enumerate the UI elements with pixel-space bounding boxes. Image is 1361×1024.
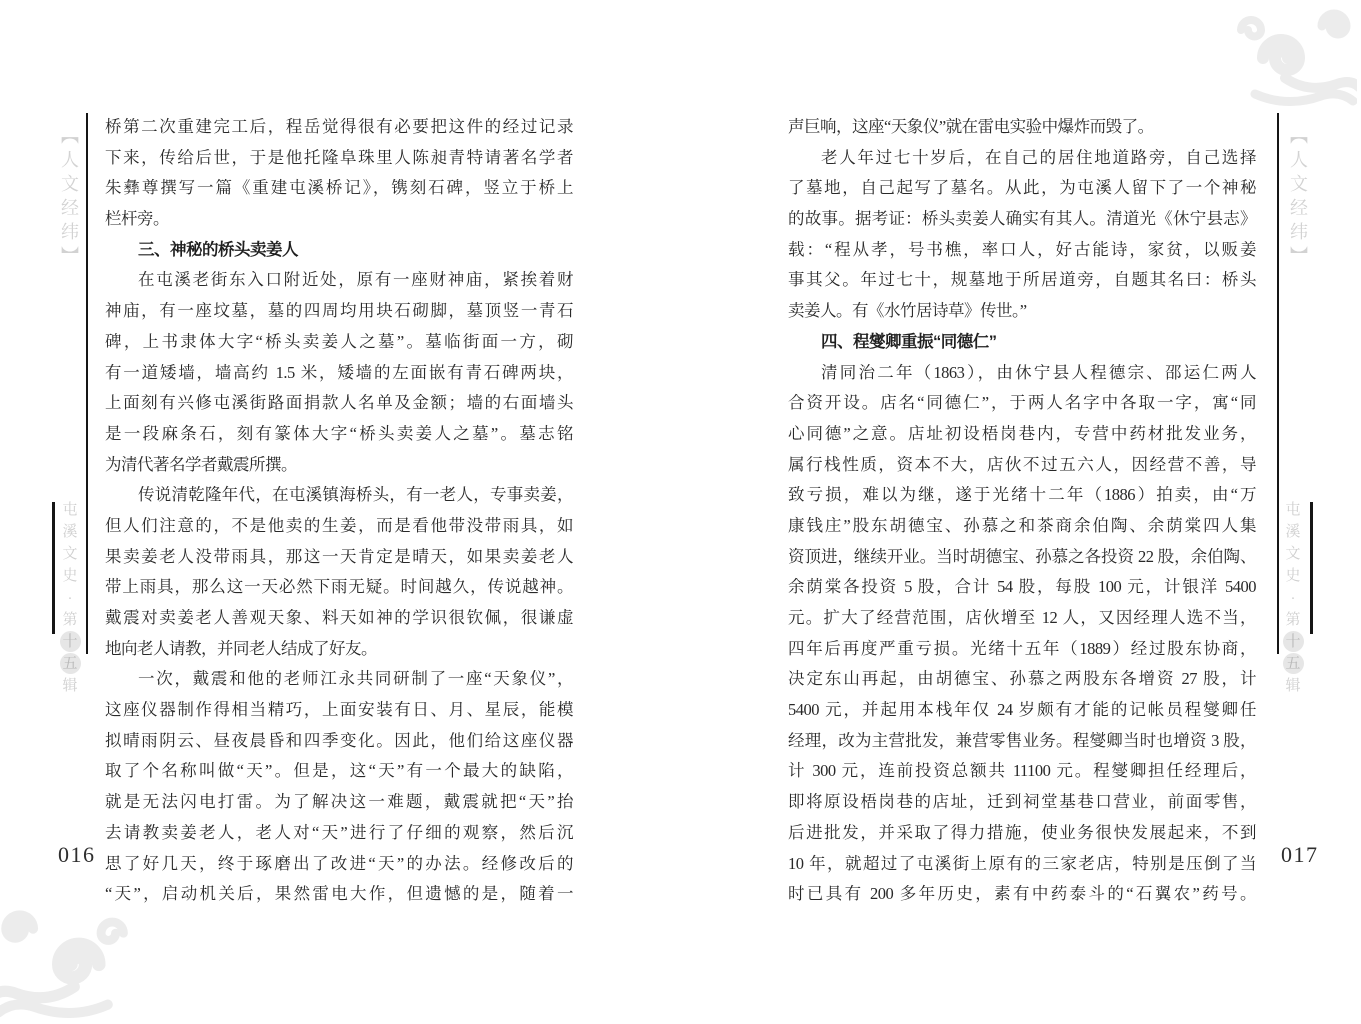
text-line: 载：“程从孝，号书樵，率口人，好古能诗，家贫，以贩姜 — [788, 239, 1256, 259]
left-page-text — [105, 112, 573, 910]
text-line: 元。扩大了经营范围，店伙增至 12 人，又因经理人选不当， — [788, 608, 1256, 627]
text-line: 这座仪器制作得相当精巧，上面安装有日、月、星辰，能模 — [105, 700, 573, 720]
series-char: 溪 — [62, 523, 78, 540]
left-series-label — [58, 499, 82, 696]
series-char: 文 — [62, 545, 78, 562]
text-line: 心同德”之意。店址初设梧岗巷内，专营中药材批发业务， — [788, 423, 1256, 443]
right-page-text — [788, 112, 1256, 910]
text-line: 致亏损，难以为继，遂于光绪十二年（1886）拍卖，由“万 — [788, 485, 1256, 505]
text-line: 碑，上书隶体大字“桥头卖姜人之墓”。墓临街面一方，砌 — [105, 331, 573, 351]
text-line: 决定东山再起，由胡德宝、孙慕之两股东各增资 27 股，计 — [788, 669, 1256, 689]
series-char: · — [67, 589, 73, 606]
text-line: 四年后再度严重亏损。光绪十五年（1889）经过股东协商， — [788, 638, 1256, 658]
text-line: 事其父。年过七十，规墓地于所居道旁，自题其名曰：桥头 — [788, 270, 1256, 290]
text-line: 时已具有 200 多年历史，素有中药泰斗的“石翼农”药号。 — [788, 884, 1256, 904]
text-line: 声巨响，这座“天象仪”就在雷电实验中爆炸而毁了。 — [788, 117, 1154, 136]
text-line: 在屯溪老街东入口附近处，原有一座财神庙，紧挨着财 — [138, 270, 573, 290]
right-margin-rule — [1277, 113, 1279, 654]
series-char: 辑 — [1285, 677, 1301, 694]
text-line: 有一道矮墙，墙高约 1.5 米，矮墙的左面嵌有青石碑两块， — [105, 362, 573, 382]
left-category-label: 【人文经纬】 — [59, 126, 79, 270]
left-series-rule — [52, 502, 55, 634]
text-line: 老人年过七十岁后，在自己的居住地道路旁，自己选择 — [821, 147, 1256, 167]
text-line: 就是无法闪电打雷。为了解决这一难题，戴震就把“天”抬 — [105, 792, 573, 812]
text-line: 了墓地，自己起写了墓名。从此，为屯溪人留下了一个神秘 — [788, 178, 1256, 198]
series-char: 溪 — [1285, 523, 1301, 540]
text-line: 10 年，就超过了屯溪街上原有的三家老店，特别是压倒了当 — [788, 853, 1256, 873]
section-heading: 三、神秘的桥头卖姜人 — [138, 240, 298, 259]
text-line: 朱彝尊撰写一篇《重建屯溪桥记》，镌刻石碑，竖立于桥上 — [105, 178, 573, 198]
series-char: 史 — [62, 567, 78, 584]
text-line: 后进批发，并采取了得力措施，使业务很快发展起来，不到 — [788, 822, 1256, 842]
right-category-label: 【人文经纬】 — [1288, 126, 1308, 270]
left-page-number: 016 — [58, 842, 96, 867]
series-char-sealed: 五 — [1283, 653, 1304, 674]
series-char: 屯 — [62, 501, 78, 518]
text-line: 康钱庄”股东胡德宝、孙慕之和茶商余伯陶、余荫棠四人集 — [788, 515, 1256, 535]
series-char-sealed: 五 — [60, 653, 81, 674]
text-line: 计 300 元，连前投资总额共 11100 元。程燮卿担任经理后， — [788, 761, 1256, 781]
series-char: 辑 — [62, 677, 78, 694]
text-line: 戴震对卖姜老人善观天象、料天如神的学识很钦佩，很谦虚 — [105, 608, 573, 627]
series-char: 第 — [62, 611, 78, 628]
text-line: 传说清乾隆年代，在屯溪镇海桥头，有一老人，专事卖姜， — [138, 485, 573, 505]
right-series-label — [1281, 499, 1305, 696]
series-char-sealed: 十 — [60, 631, 81, 652]
text-line: 属行栈性质，资本不大，店伙不过五六人，因经营不善，导 — [788, 454, 1256, 474]
text-line: 余荫棠各投资 5 股，合计 54 股，每股 100 元，计银洋 5400 — [788, 577, 1256, 597]
series-char: 第 — [1285, 611, 1301, 628]
text-line: 清同治二年（1863），由休宁县人程德宗、邵运仁两人 — [821, 362, 1256, 382]
cloud-ornament-top-right-icon — [1227, 6, 1357, 111]
text-line: 栏杆旁。 — [105, 209, 169, 229]
text-line: 下来，传给后世，于是他托隆阜珠里人陈昶青特请著名学者 — [105, 147, 573, 167]
text-line: 是一段麻条石，刻有篆体大字“桥头卖姜人之墓”。墓志铭 — [105, 423, 573, 443]
cloud-ornament-bottom-left-icon — [0, 906, 139, 1024]
text-line: 取了个名称叫做“天”。但是，这“天”有一个最大的缺陷， — [105, 761, 573, 781]
series-char: 文 — [1285, 545, 1301, 562]
text-line: 合资开设。店名“同德仁”，于两人名字中各取一字，寓“同 — [788, 393, 1256, 413]
text-line: 即将原设梧岗巷的店址，迁到祠堂基巷口营业，前面零售， — [788, 792, 1256, 812]
right-page-number: 017 — [1281, 842, 1319, 867]
text-line: 地向老人请教，并同老人结成了好友。 — [105, 638, 377, 658]
text-line: “天”，启动机关后，果然雷电大作，但遗憾的是，随着一 — [105, 884, 573, 904]
series-char: 史 — [1285, 567, 1301, 584]
series-char-sealed: 十 — [1283, 631, 1304, 652]
text-line: 带上雨具，那么这一天必然下雨无疑。时间越久，传说越神。 — [105, 577, 573, 597]
text-line: 但人们注意的，不是他卖的生姜，而是看他带没带雨具，如 — [105, 515, 573, 535]
text-line: 卖姜人。有《水竹居诗草》传世。” — [788, 301, 1027, 321]
text-line: 的故事。据考证：桥头卖姜人确实有其人。清道光《休宁县志》 — [788, 209, 1256, 229]
text-line: 为清代著名学者戴震所撰。 — [105, 454, 297, 474]
right-series-rule — [1310, 502, 1313, 634]
series-char: · — [1290, 589, 1296, 606]
text-line: 思了好几天，终于琢磨出了改进“天”的办法。经修改后的 — [105, 853, 573, 873]
text-line: 上面刻有兴修屯溪街路面捐款人名单及金额；墙的右面墙头 — [105, 393, 573, 413]
section-heading: 四、程燮卿重振“同德仁” — [821, 332, 997, 351]
text-line: 5400 元，并起用本栈年仅 24 岁颇有才能的记帐员程燮卿任 — [788, 700, 1256, 720]
text-line: 果卖姜老人没带雨具，那这一天肯定是晴天，如果卖姜老人 — [105, 546, 573, 566]
text-line: 资顶进，继续开业。当时胡德宝、孙慕之各投资 22 股，余伯陶、 — [788, 546, 1256, 566]
text-line: 经理，改为主营批发，兼营零售业务。程燮卿当时也增资 3 股， — [788, 730, 1256, 750]
text-line: 神庙，有一座坟墓，墓的四周均用块石砌脚，墓顶竖一青石 — [105, 301, 573, 321]
text-line: 一次，戴震和他的老师江永共同研制了一座“天象仪”， — [138, 669, 573, 689]
text-line: 去请教卖姜老人，老人对“天”进行了仔细的观察，然后沉 — [105, 822, 573, 842]
text-line: 桥第二次重建完工后，程岳觉得很有必要把这件的经过记录 — [105, 117, 573, 136]
series-char: 屯 — [1285, 501, 1301, 518]
text-line: 拟晴雨阴云、昼夜晨昏和四季变化。因此，他们给这座仪器 — [105, 730, 573, 750]
left-margin-rule — [86, 113, 88, 654]
